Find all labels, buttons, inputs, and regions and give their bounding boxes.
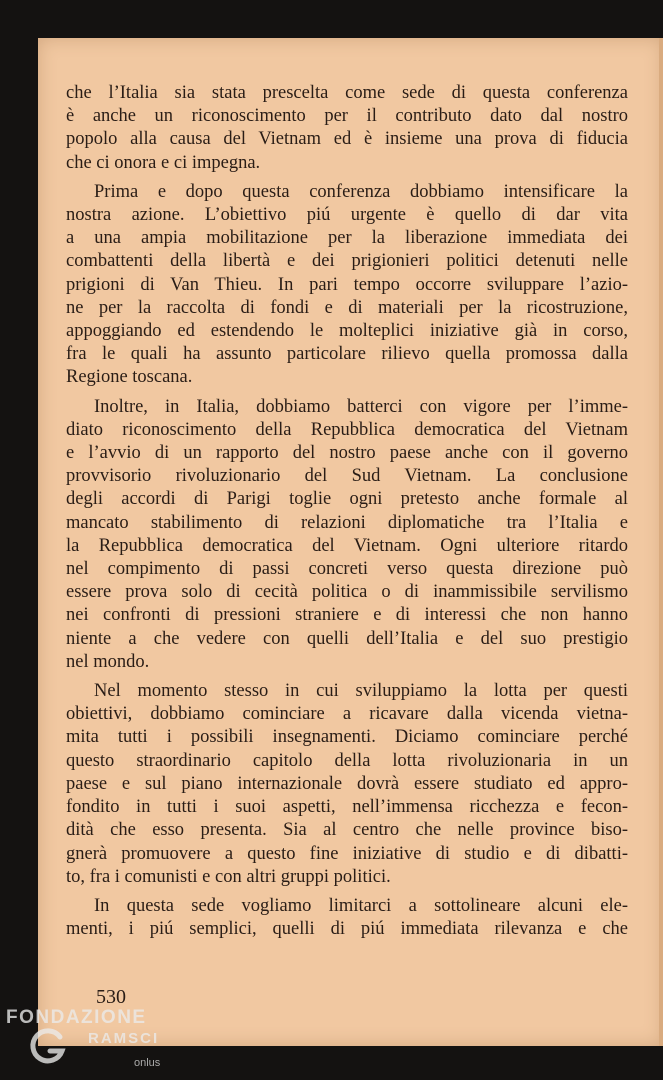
body-text: [66, 82, 628, 947]
text-line: paese e sul piano internazionale dovrà essere studiato ed appro-: [66, 773, 628, 794]
text-line: mancato stabilimento di relazioni diplomatiche tra l’Italia e: [66, 512, 628, 533]
text-line: to, fra i comunisti e con altri gruppi politici.: [66, 866, 391, 887]
text-line: In questa sede vogliamo limitarci a sottolineare alcuni ele-: [94, 895, 628, 916]
text-line: degli accordi di Parigi toglie ogni pretesto anche formale al: [66, 489, 628, 510]
text-line: a una ampia mobilitazione per la liberazione immediata dei: [66, 228, 628, 249]
text-line: è anche un riconoscimento per il contributo dato dal nostro: [66, 106, 628, 127]
paragraph: [66, 82, 628, 175]
text-line: prigioni di Van Thieu. In pari tempo occorre sviluppare l’azio-: [66, 274, 628, 295]
watermark-line1: FONDAZIONE: [6, 1007, 147, 1028]
text-line: Nel momento stesso in cui sviluppiamo la lotta per questi: [94, 681, 628, 702]
text-line: Prima e dopo questa conferenza dobbiamo intensificare la: [94, 181, 628, 202]
text-line: e l’avvio di un rapporto del nostro paese anche con il governo: [66, 443, 628, 464]
text-line: dità che esso presenta. Sia al centro che nelle province biso-: [66, 820, 628, 841]
text-line: menti, i piú semplici, quelli di piú immediata rilevanza e che: [66, 919, 628, 940]
text-line: nel mondo.: [66, 651, 150, 672]
text-line: fondito in tutti i suoi aspetti, nell’immensa ricchezza e fecon-: [66, 797, 628, 818]
fondazione-gramsci-watermark: [0, 1003, 200, 1080]
watermark-onlus: onlus: [134, 1057, 161, 1069]
watermark-line2: RAMSCI: [88, 1030, 160, 1047]
text-line: nei confronti di pressioni straniere e di interessi che non hanno: [66, 605, 628, 626]
text-line: la Repubblica democratica del Vietnam. Ogni ulteriore ritardo: [66, 535, 628, 556]
text-line: nel compimento di passi concreti verso questa direzione può: [66, 559, 628, 580]
text-line: diato riconoscimento della Repubblica democratica del Vietnam: [66, 419, 628, 440]
text-line: popolo alla causa del Vietnam ed è insieme una prova di fiducia: [66, 129, 628, 150]
text-line: questo straordinario capitolo della lotta rivoluzionaria in un: [66, 750, 628, 771]
text-line: che l’Italia sia stata prescelta come sede di questa conferenza: [66, 83, 628, 103]
text-line: combattenti della libertà e dei prigionieri politici detenuti nelle: [66, 251, 628, 272]
text-line: Inoltre, in Italia, dobbiamo batterci con vigore per l’imme-: [94, 396, 628, 417]
text-line: appoggiando ed estendendo le molteplici iniziative già in corso,: [66, 321, 628, 342]
page-number: 530: [96, 986, 126, 1008]
text-line: Regione toscana.: [66, 367, 193, 388]
gramsci-g-logo-icon: [28, 1027, 68, 1067]
paragraph: [66, 680, 628, 889]
page-edge: [659, 38, 663, 1046]
text-line: mita tutti i possibili insegnamenti. Diciamo cominciare perché: [66, 727, 628, 748]
text-line: niente a che vedere con quelli dell’Italia e del suo prestigio: [66, 628, 628, 649]
text-line: provvisorio rivoluzionario del Sud Vietnam. La conclusione: [66, 466, 628, 487]
paragraph: [66, 895, 628, 941]
text-line: gnerà promuovere a questo fine iniziative di studio e di dibatti-: [66, 843, 628, 864]
paragraph: [66, 181, 628, 390]
text-line: ne per la raccolta di fondi e di materiali per la ricostruzione,: [66, 297, 628, 318]
text-line: essere prova solo di cecità politica o di inammissibile servilismo: [66, 582, 628, 603]
text-line: nostra azione. L’obiettivo piú urgente è quello di dar vita: [66, 205, 628, 226]
text-line: fra le quali ha assunto particolare rilievo quella promossa dalla: [66, 344, 628, 365]
text-line: obiettivi, dobbiamo cominciare a ricavare dalla vicenda vietna-: [66, 704, 628, 725]
paragraph: [66, 396, 628, 674]
text-line: che ci onora e ci impegna.: [66, 152, 261, 173]
